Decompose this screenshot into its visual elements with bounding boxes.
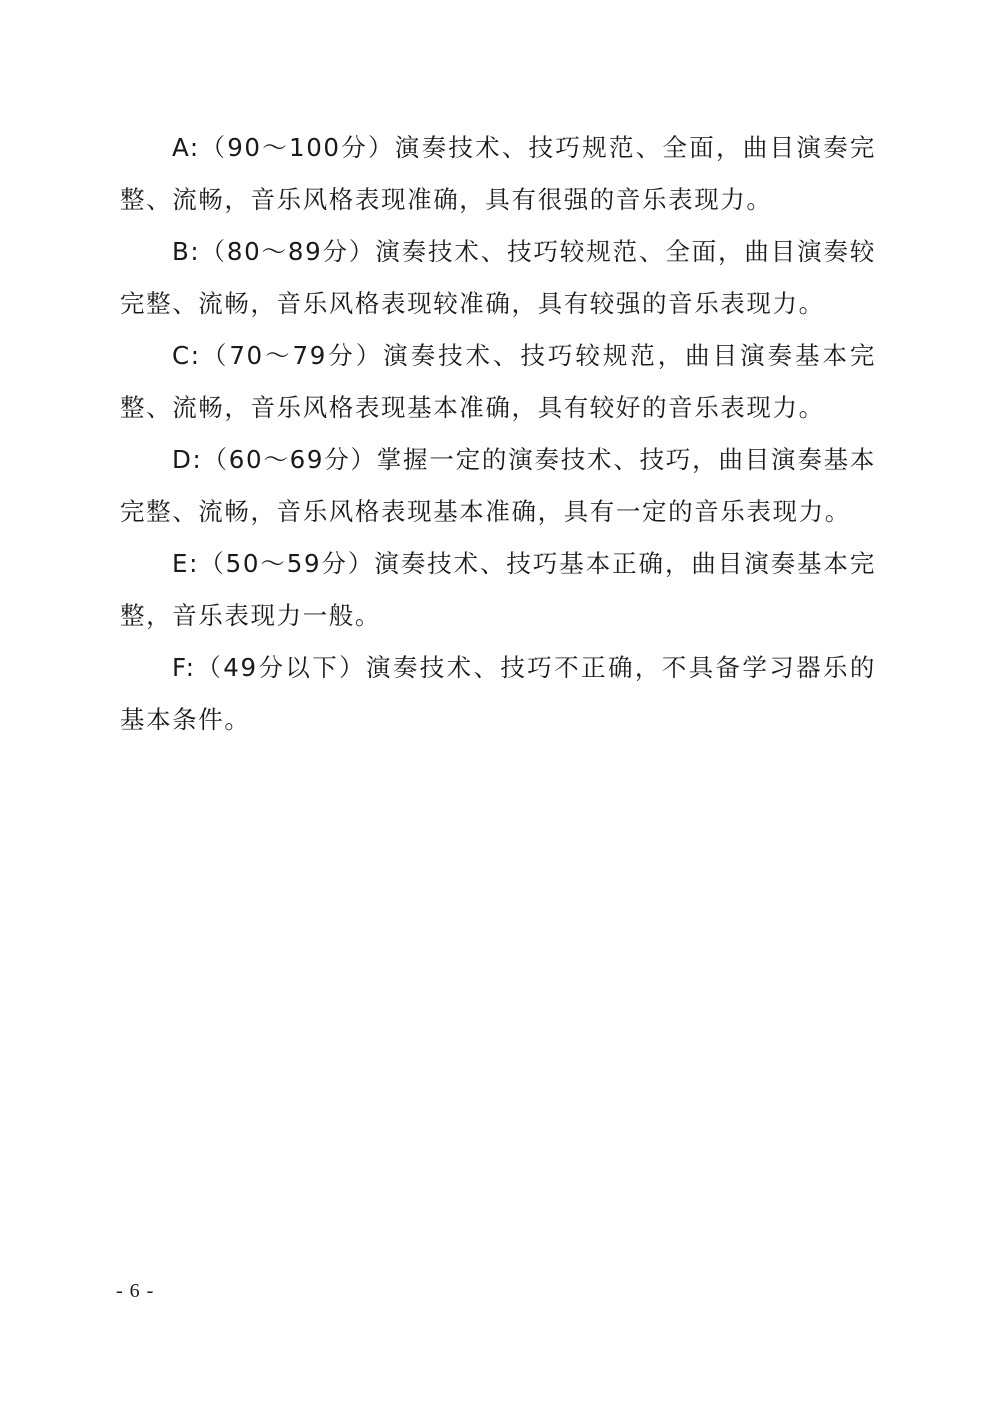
grade-a-paragraph: A:（90～100分）演奏技术、技巧规范、全面，曲目演奏完整、流畅，音乐风格表现准确，具有很强的音乐表现力。 bbox=[120, 133, 876, 214]
page-number: - 6 - bbox=[116, 1280, 155, 1302]
grade-b-paragraph: B:（80～89分）演奏技术、技巧较规范、全面，曲目演奏较完整、流畅，音乐风格表现较准确，具有较强的音乐表现力。 bbox=[120, 237, 876, 318]
grade-f-paragraph: F:（49分以下）演奏技术、技巧不正确，不具备学习器乐的基本条件。 bbox=[120, 653, 876, 734]
grading-criteria-list bbox=[120, 122, 876, 746]
grade-c-paragraph: C:（70～79分）演奏技术、技巧较规范，曲目演奏基本完整、流畅，音乐风格表现基本准确，具有较好的音乐表现力。 bbox=[120, 341, 876, 422]
grade-d-paragraph: D:（60～69分）掌握一定的演奏技术、技巧，曲目演奏基本完整、流畅，音乐风格表现基本准确，具有一定的音乐表现力。 bbox=[120, 445, 876, 526]
grade-e-paragraph: E:（50～59分）演奏技术、技巧基本正确，曲目演奏基本完整，音乐表现力一般。 bbox=[120, 549, 876, 630]
